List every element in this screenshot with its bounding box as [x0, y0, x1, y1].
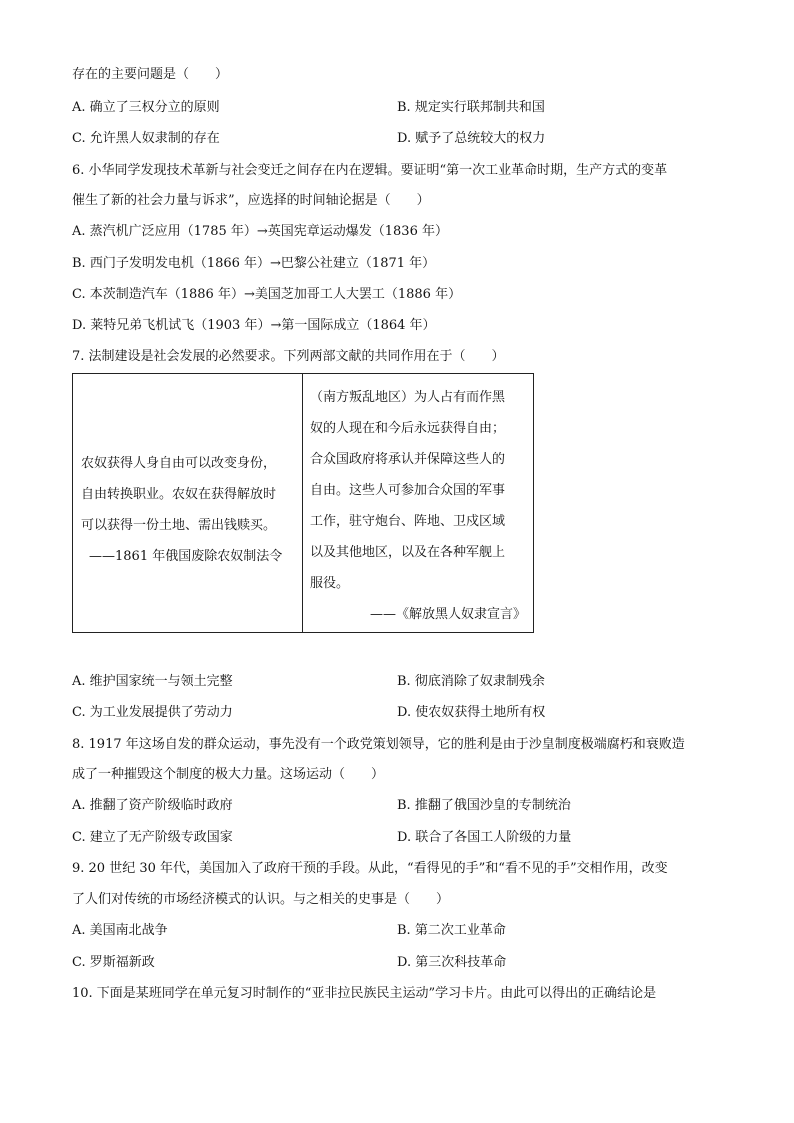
- q7-stem: 7. 法制建设是社会发展的必然要求。下列两部文献的共同作用在于（ ）: [72, 349, 505, 364]
- q5-stem-tail: 存在的主要问题是（ ）: [72, 67, 229, 82]
- left-citation: ——1861 年俄国废除农奴制法令: [89, 549, 283, 564]
- q7-option-b: B. 彻底消除了奴隶制残余: [397, 674, 545, 689]
- left-text-line: 农奴获得人身自由可以改变身份，: [81, 456, 277, 471]
- q7-option-a: A. 维护国家统一与领土完整: [72, 674, 233, 689]
- q6-stem-line-1: 6. 小华同学发现技术革新与社会变迁之间存在内在逻辑。要证明“第一次工业革命时期，生产方式的变革: [72, 163, 668, 178]
- q7-option-c: C. 为工业发展提供了劳动力: [72, 705, 233, 720]
- table-divider: [302, 374, 303, 632]
- right-text-line: 以及其他地区，以及在各种军舰上: [310, 545, 506, 560]
- right-text-line: 奴的人现在和今后永远获得自由；: [310, 421, 506, 436]
- q8-option-b: B. 推翻了俄国沙皇的专制统治: [397, 798, 571, 813]
- q6-option-b: B. 西门子发明发电机（1866 年）→巴黎公社建立（1871 年）: [72, 256, 436, 271]
- q9-stem-line-2: 了人们对传统的市场经济模式的认识。与之相关的史事是（ ）: [72, 892, 450, 907]
- q8-stem-line-1: 8. 1917 年这场自发的群众运动，事先没有一个政党策划领导，它的胜利是由于沙皇制度极端腐朽和衰败造: [72, 737, 685, 752]
- q8-option-a: A. 推翻了资产阶级临时政府: [72, 798, 233, 813]
- q5-option-b: B. 规定实行联邦制共和国: [397, 100, 545, 115]
- q9-stem-line-1: 9. 20 世纪 30 年代，美国加入了政府干预的手段。从此，“看得见的手”和“看不见的手”交相作用，改变: [72, 861, 668, 876]
- right-text-line: （南方叛乱地区）为人占有而作黑: [310, 390, 506, 405]
- q9-option-c: C. 罗斯福新政: [72, 955, 155, 970]
- q8-stem-line-2: 成了一种摧毁这个制度的极大力量。这场运动（ ）: [72, 767, 385, 782]
- q6-option-c: C. 本茨制造汽车（1886 年）→美国芝加哥工人大罢工（1886 年）: [72, 287, 462, 302]
- right-text-line: 工作，驻守炮台、阵地、卫戍区域: [310, 514, 506, 529]
- q5-option-c: C. 允许黑人奴隶制的存在: [72, 131, 220, 146]
- q7-source-table: [72, 373, 534, 633]
- q9-option-d: D. 第三次科技革命: [397, 955, 507, 970]
- q6-option-d: D. 莱特兄弟飞机试飞（1903 年）→第一国际成立（1864 年）: [72, 318, 436, 333]
- q5-option-a: A. 确立了三权分立的原则: [72, 100, 220, 115]
- q7-option-d: D. 使农奴获得土地所有权: [397, 705, 546, 720]
- right-text-line: 合众国政府将承认并保障这些人的: [310, 452, 506, 467]
- q5-option-d: D. 赋予了总统较大的权力: [397, 131, 546, 146]
- q9-option-a: A. 美国南北战争: [72, 923, 168, 938]
- q7-source-left-cell: [81, 448, 297, 572]
- q8-option-d: D. 联合了各国工人阶级的力量: [397, 830, 572, 845]
- q7-source-right-cell: [310, 382, 528, 630]
- q8-option-c: C. 建立了无产阶级专政国家: [72, 830, 233, 845]
- left-text-line: 自由转换职业。农奴在获得解放时: [81, 487, 277, 502]
- right-text-line: 自由。这些人可参加合众国的军事: [310, 483, 506, 498]
- q6-stem-line-2: 催生了新的社会力量与诉求”，应选择的时间轴论据是（ ）: [72, 193, 430, 208]
- right-citation: ——《解放黑人奴隶宣言》: [369, 607, 526, 622]
- left-text-line: 可以获得一份土地、需出钱赎买。: [81, 518, 277, 533]
- right-text-line: 服役。: [310, 576, 350, 591]
- q6-option-a: A. 蒸汽机广泛应用（1785 年）→英国宪章运动爆发（1836 年）: [72, 224, 448, 239]
- q10-stem-line-1: 10. 下面是某班同学在单元复习时制作的“亚非拉民族民主运动”学习卡片。由此可以得出的正确结论是: [72, 986, 657, 1001]
- q9-option-b: B. 第二次工业革命: [397, 923, 506, 938]
